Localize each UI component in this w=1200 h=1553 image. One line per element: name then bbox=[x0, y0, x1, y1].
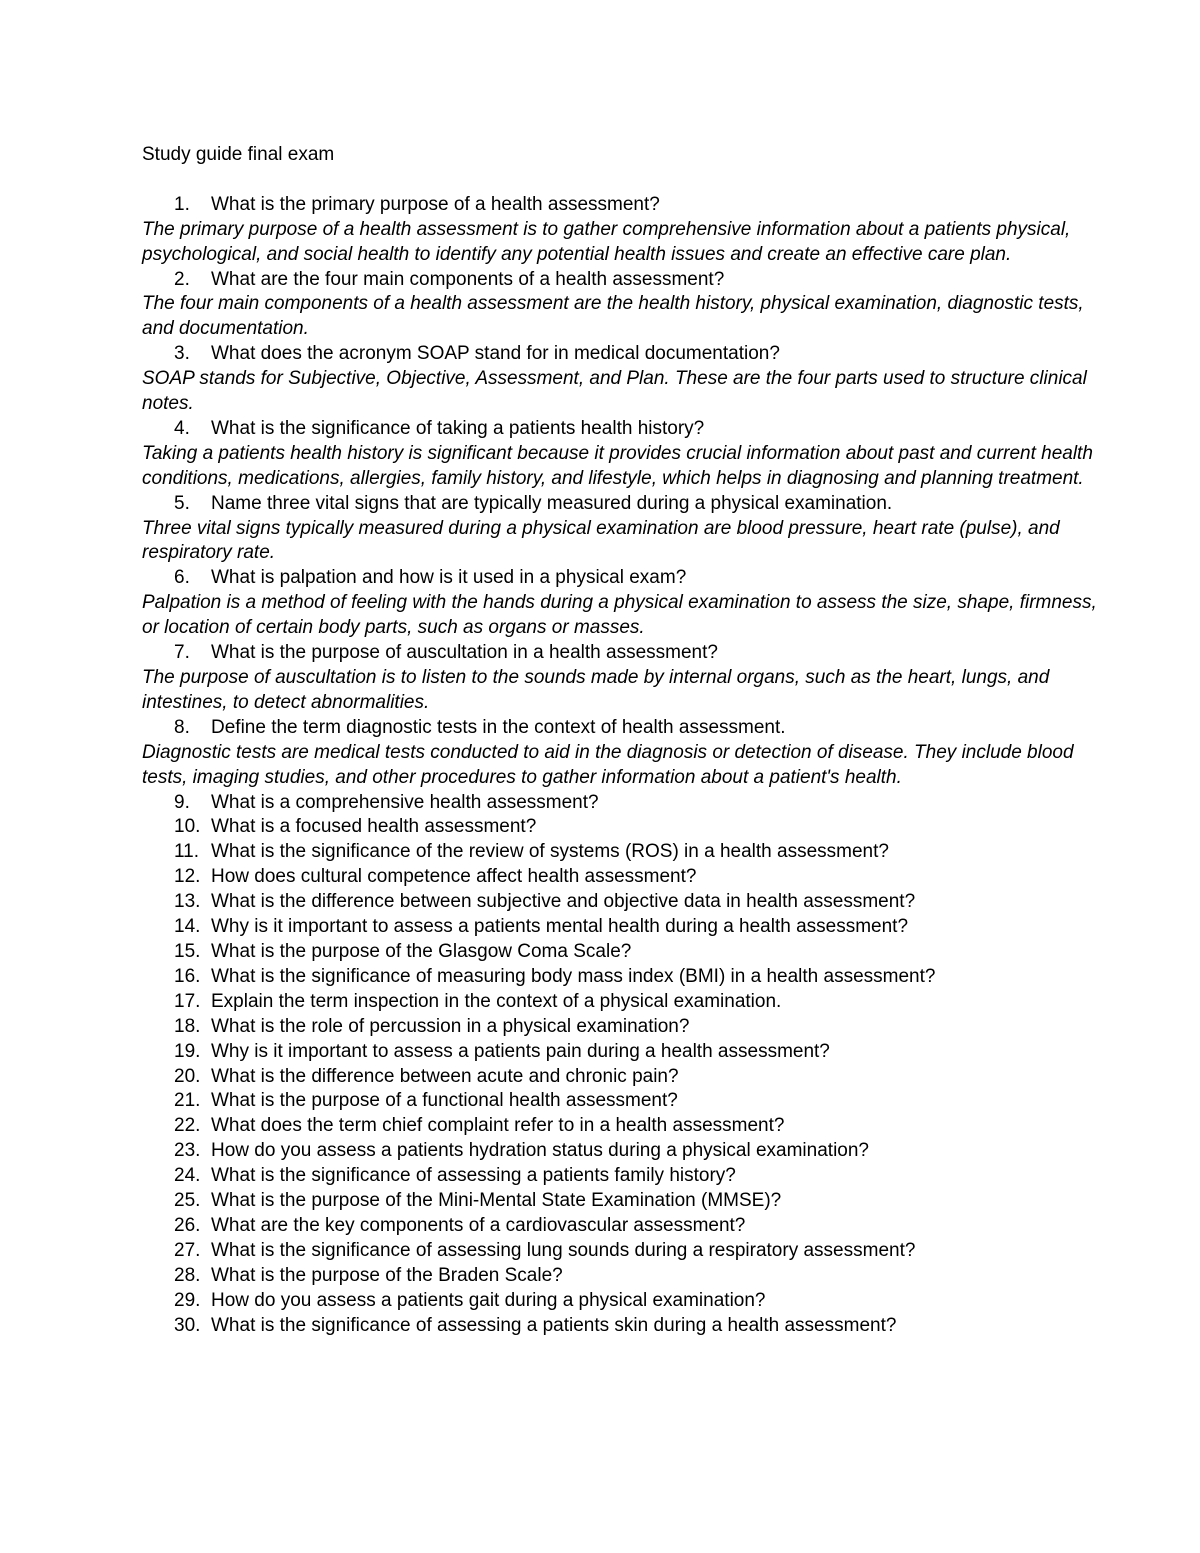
question-number: 29. bbox=[174, 1289, 201, 1311]
question-number: 10. bbox=[174, 816, 201, 838]
question bbox=[142, 840, 1102, 865]
question-text: Name three vital signs that are typically measured during a physical examination. bbox=[211, 492, 893, 514]
question-text: How does cultural competence affect health assessment? bbox=[211, 866, 697, 888]
question bbox=[142, 1189, 1102, 1214]
question-item bbox=[142, 815, 1102, 840]
question-item bbox=[142, 566, 1102, 641]
question-number: 30. bbox=[174, 1314, 201, 1336]
question-text: What is the primary purpose of a health assessment? bbox=[211, 193, 660, 215]
answer-text: The purpose of auscultation is to listen to the sounds made by internal organs, such as the heart, lungs, and intestines, to detect abnormalities. bbox=[142, 667, 1050, 713]
question-text: What is the purpose of the Braden Scale? bbox=[211, 1264, 563, 1286]
question-text: What is the significance of the review of systems (ROS) in a health assessment? bbox=[211, 841, 889, 863]
question-number: 15. bbox=[174, 940, 201, 962]
question-number: 20. bbox=[174, 1065, 201, 1087]
answer-text: The four main components of a health assessment are the health history, physical examination, diagnostic tests, and documentation. bbox=[142, 293, 1084, 340]
question-text: What is the significance of assessing lung sounds during a respiratory assessment? bbox=[211, 1239, 916, 1261]
question bbox=[142, 915, 1102, 940]
question bbox=[142, 641, 1102, 666]
question bbox=[142, 1139, 1102, 1164]
question-number: 13. bbox=[174, 891, 201, 913]
question-number: 24. bbox=[174, 1165, 201, 1187]
question-item bbox=[142, 492, 1102, 567]
question-number: 21. bbox=[174, 1090, 201, 1112]
question bbox=[142, 1264, 1102, 1289]
question-list bbox=[142, 193, 1102, 1339]
question bbox=[142, 815, 1102, 840]
question-text: What is the purpose of the Glasgow Coma Scale? bbox=[211, 940, 632, 962]
question-item bbox=[142, 1289, 1102, 1314]
question-text: What is palpation and how is it used in a physical exam? bbox=[211, 567, 687, 589]
question-item bbox=[142, 840, 1102, 865]
question-item bbox=[142, 915, 1102, 940]
question-text: What are the four main components of a health assessment? bbox=[211, 268, 725, 290]
question-item bbox=[142, 990, 1102, 1015]
question-number: 8. bbox=[174, 716, 190, 738]
question-number: 23. bbox=[174, 1140, 201, 1162]
question-text: Explain the term inspection in the context of a physical examination. bbox=[211, 990, 782, 1012]
question-text: What is the purpose of auscultation in a health assessment? bbox=[211, 642, 718, 664]
question-item bbox=[142, 1015, 1102, 1040]
question-number: 1. bbox=[174, 193, 190, 215]
question-number: 19. bbox=[174, 1040, 201, 1062]
question-item bbox=[142, 1040, 1102, 1065]
question-number: 16. bbox=[174, 965, 201, 987]
question bbox=[142, 1289, 1102, 1314]
question bbox=[142, 492, 1102, 517]
question bbox=[142, 1089, 1102, 1114]
answer-text: Palpation is a method of feeling with the hands during a physical examination to assess the size, shape, firmness, or location of certain body parts, such as organs or masses. bbox=[142, 592, 1097, 639]
question bbox=[142, 940, 1102, 965]
question-text: What is a focused health assessment? bbox=[211, 816, 537, 838]
question-number: 9. bbox=[174, 791, 190, 813]
question-number: 27. bbox=[174, 1239, 201, 1261]
answer-text: SOAP stands for Subjective, Objective, Assessment, and Plan. These are the four parts used to structure clinical notes. bbox=[142, 368, 1087, 415]
question bbox=[142, 1164, 1102, 1189]
question-number: 26. bbox=[174, 1214, 201, 1236]
answer-text: The primary purpose of a health assessment is to gather comprehensive information about a patients physical, psychological, and social health to identify any potential health issues and create an effective care plan. bbox=[142, 218, 1071, 265]
question-item bbox=[142, 716, 1102, 791]
question bbox=[142, 1214, 1102, 1239]
question-item bbox=[142, 1164, 1102, 1189]
question bbox=[142, 417, 1102, 442]
question bbox=[142, 268, 1102, 293]
question-text: What is a comprehensive health assessment? bbox=[211, 791, 599, 813]
question-item bbox=[142, 342, 1102, 417]
question bbox=[142, 791, 1102, 816]
question bbox=[142, 865, 1102, 890]
question-text: What is the significance of measuring body mass index (BMI) in a health assessment? bbox=[211, 965, 936, 987]
question-item bbox=[142, 1139, 1102, 1164]
question bbox=[142, 1114, 1102, 1139]
question-text: What is the purpose of the Mini-Mental State Examination (MMSE)? bbox=[211, 1190, 782, 1212]
question-item bbox=[142, 1114, 1102, 1139]
question-number: 2. bbox=[174, 268, 190, 290]
answer-text: Taking a patients health history is significant because it provides crucial information about past and current health conditions, medications, allergies, family history, and lifestyle, which helps in diagnosing and planning treatment. bbox=[142, 442, 1093, 489]
question-item bbox=[142, 193, 1102, 268]
question-text: What is the significance of taking a patients health history? bbox=[211, 417, 705, 439]
question-text: How do you assess a patients gait during a physical examination? bbox=[211, 1289, 766, 1311]
question-number: 22. bbox=[174, 1115, 201, 1137]
question-number: 28. bbox=[174, 1264, 201, 1286]
question-item bbox=[142, 791, 1102, 816]
document-page bbox=[142, 143, 1102, 1338]
question-number: 14. bbox=[174, 916, 201, 938]
question bbox=[142, 965, 1102, 990]
question-item bbox=[142, 1314, 1102, 1339]
question-text: What are the key components of a cardiovascular assessment? bbox=[211, 1214, 746, 1236]
question bbox=[142, 1015, 1102, 1040]
question-text: What does the acronym SOAP stand for in medical documentation? bbox=[211, 343, 780, 365]
question-item bbox=[142, 965, 1102, 990]
question bbox=[142, 566, 1102, 591]
question-text: How do you assess a patients hydration status during a physical examination? bbox=[211, 1140, 869, 1162]
question-item bbox=[142, 1089, 1102, 1114]
question-text: What is the purpose of a functional health assessment? bbox=[211, 1090, 678, 1112]
question-item bbox=[142, 940, 1102, 965]
question-item bbox=[142, 1189, 1102, 1214]
question-text: What is the significance of assessing a patients family history? bbox=[211, 1165, 736, 1187]
answer-text: Three vital signs typically measured during a physical examination are blood pressure, heart rate (pulse), and respiratory rate. bbox=[142, 517, 1060, 564]
question-number: 3. bbox=[174, 343, 190, 365]
question-number: 5. bbox=[174, 492, 190, 514]
question-number: 17. bbox=[174, 990, 201, 1012]
question-number: 18. bbox=[174, 1015, 201, 1037]
question bbox=[142, 1040, 1102, 1065]
document-title: Study guide final exam bbox=[142, 144, 335, 165]
question bbox=[142, 716, 1102, 741]
question-text: What does the term chief complaint refer to in a health assessment? bbox=[211, 1115, 785, 1137]
question bbox=[142, 1065, 1102, 1090]
answer-text: Diagnostic tests are medical tests conducted to aid in the diagnosis or detection of disease. They include blood tests, imaging studies, and other procedures to gather information about a patient's health. bbox=[142, 741, 1074, 788]
question-text: What is the significance of assessing a patients skin during a health assessment? bbox=[211, 1314, 897, 1336]
question-item bbox=[142, 890, 1102, 915]
question-text: Define the term diagnostic tests in the context of health assessment. bbox=[211, 716, 786, 738]
question bbox=[142, 1239, 1102, 1264]
question-number: 4. bbox=[174, 417, 190, 439]
question-number: 11. bbox=[174, 841, 200, 863]
question-number: 7. bbox=[174, 642, 190, 664]
question-text: Why is it important to assess a patients mental health during a health assessment? bbox=[211, 916, 909, 938]
question-text: Why is it important to assess a patients pain during a health assessment? bbox=[211, 1040, 830, 1062]
question-item bbox=[142, 1214, 1102, 1239]
question-item bbox=[142, 641, 1102, 716]
question bbox=[142, 890, 1102, 915]
question bbox=[142, 193, 1102, 218]
question-item bbox=[142, 1264, 1102, 1289]
question bbox=[142, 990, 1102, 1015]
question-text: What is the difference between subjective and objective data in health assessment? bbox=[211, 891, 916, 913]
question-number: 12. bbox=[174, 866, 201, 888]
question-item bbox=[142, 417, 1102, 492]
question-item bbox=[142, 1065, 1102, 1090]
question-number: 6. bbox=[174, 567, 190, 589]
question-item bbox=[142, 865, 1102, 890]
question-text: What is the difference between acute and chronic pain? bbox=[211, 1065, 679, 1087]
question-item bbox=[142, 268, 1102, 343]
question bbox=[142, 1314, 1102, 1339]
question-text: What is the role of percussion in a physical examination? bbox=[211, 1015, 690, 1037]
question bbox=[142, 342, 1102, 367]
question-number: 25. bbox=[174, 1190, 201, 1212]
question-item bbox=[142, 1239, 1102, 1264]
